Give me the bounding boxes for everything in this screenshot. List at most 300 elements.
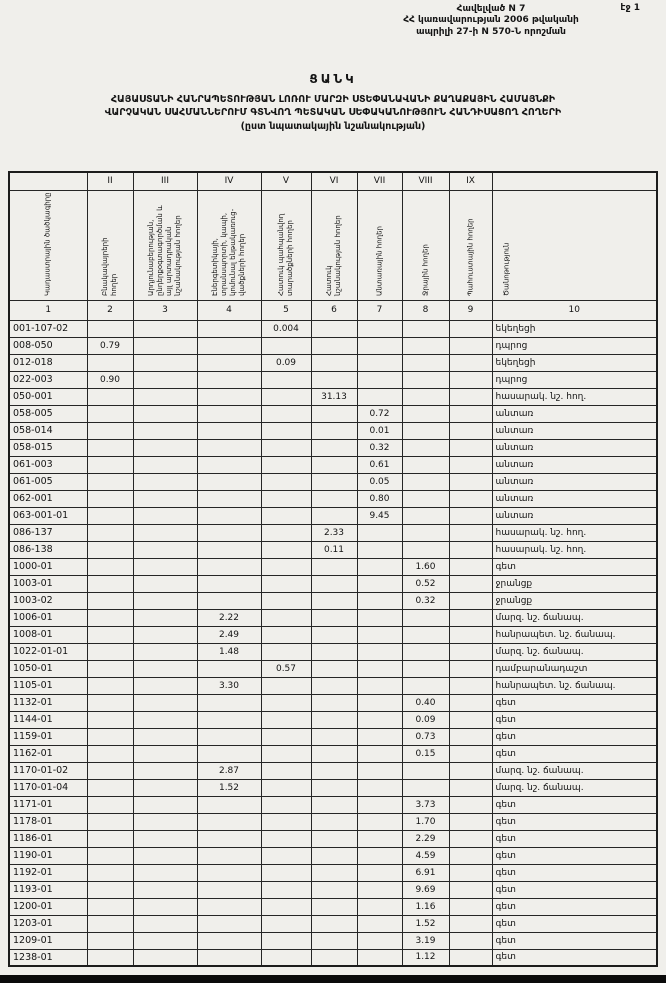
table-row <box>9 524 657 541</box>
area-value-cell <box>261 898 311 915</box>
area-value-cell <box>449 745 492 762</box>
area-value-cell <box>402 524 449 541</box>
cadastral-code-cell: 022-003 <box>9 371 87 388</box>
area-value-cell <box>87 456 133 473</box>
area-value-cell <box>449 371 492 388</box>
area-value-cell <box>133 609 197 626</box>
table-row <box>9 762 657 779</box>
table-body <box>9 320 657 966</box>
area-value-cell <box>197 915 261 932</box>
column-roman-numeral: II <box>87 172 133 190</box>
area-value-cell <box>133 711 197 728</box>
area-value-cell <box>449 558 492 575</box>
area-value-cell: 3.19 <box>402 932 449 949</box>
cadastral-code-cell: 1006-01 <box>9 609 87 626</box>
table-row <box>9 507 657 524</box>
document-title: ՑԱՆԿ <box>309 72 357 86</box>
area-value-cell <box>261 779 311 796</box>
note-cell: անտառ <box>492 490 657 507</box>
cadastral-code-cell: 1178-01 <box>9 813 87 830</box>
column-number: 2 <box>87 300 133 320</box>
area-value-cell <box>311 677 357 694</box>
area-value-cell <box>133 473 197 490</box>
note-cell: մարզ. նշ. ճանապ. <box>492 609 657 626</box>
column-number: 7 <box>357 300 402 320</box>
column-number: 10 <box>492 300 657 320</box>
table-row <box>9 558 657 575</box>
rotated-header-text: Կադաստրային ծածկագիրը <box>43 192 52 296</box>
table-row <box>9 728 657 745</box>
cadastral-code-cell: 1162-01 <box>9 745 87 762</box>
annex-line: ՀՀ կառավարության 2006 թվականի <box>403 15 579 26</box>
document-subtitle <box>0 93 666 120</box>
area-value-cell <box>311 439 357 456</box>
column-number: 1 <box>9 300 87 320</box>
area-value-cell <box>133 575 197 592</box>
area-value-cell: 1.60 <box>402 558 449 575</box>
area-value-cell <box>197 864 261 881</box>
area-value-cell <box>357 694 402 711</box>
area-value-cell <box>133 490 197 507</box>
area-value-cell <box>87 762 133 779</box>
area-value-cell <box>449 592 492 609</box>
area-value-cell: 0.05 <box>357 473 402 490</box>
column-header <box>492 190 657 300</box>
area-value-cell <box>197 847 261 864</box>
cadastral-code-cell: 1200-01 <box>9 898 87 915</box>
area-value-cell <box>87 541 133 558</box>
area-value-cell: 6.91 <box>402 864 449 881</box>
area-value-cell <box>133 405 197 422</box>
area-value-cell: 0.61 <box>357 456 402 473</box>
area-value-cell <box>357 711 402 728</box>
area-value-cell <box>87 898 133 915</box>
area-value-cell <box>197 558 261 575</box>
note-cell: անտառ <box>492 422 657 439</box>
table-row <box>9 473 657 490</box>
area-value-cell <box>449 881 492 898</box>
cadastral-code-cell: 1022-01-01 <box>9 643 87 660</box>
area-value-cell <box>449 456 492 473</box>
page-number: էջ 1 <box>620 3 640 13</box>
area-value-cell <box>87 354 133 371</box>
area-value-cell <box>133 541 197 558</box>
area-value-cell <box>311 796 357 813</box>
cadastral-code-cell: 001-107-02 <box>9 320 87 337</box>
area-value-cell <box>311 320 357 337</box>
area-value-cell <box>402 643 449 660</box>
rotated-header-text: Անտառային հողեր <box>374 226 383 296</box>
area-value-cell <box>449 915 492 932</box>
column-number: 5 <box>261 300 311 320</box>
column-roman-numeral: V <box>261 172 311 190</box>
note-cell: գետ <box>492 864 657 881</box>
table-row <box>9 490 657 507</box>
note-cell: գետ <box>492 932 657 949</box>
area-value-cell <box>311 864 357 881</box>
area-value-cell <box>197 711 261 728</box>
table-row <box>9 677 657 694</box>
area-value-cell <box>402 371 449 388</box>
rotated-header-text: Ջրային հողեր <box>420 244 429 296</box>
area-value-cell <box>133 337 197 354</box>
area-value-cell <box>261 507 311 524</box>
table-row <box>9 439 657 456</box>
area-value-cell <box>87 422 133 439</box>
area-value-cell <box>261 643 311 660</box>
cadastral-code-cell: 1192-01 <box>9 864 87 881</box>
area-value-cell <box>87 490 133 507</box>
cadastral-code-cell: 061-003 <box>9 456 87 473</box>
area-value-cell <box>197 949 261 966</box>
area-value-cell <box>311 711 357 728</box>
area-value-cell <box>357 626 402 643</box>
area-value-cell <box>449 796 492 813</box>
area-value-cell <box>449 575 492 592</box>
table-row <box>9 337 657 354</box>
area-value-cell <box>449 864 492 881</box>
table-row <box>9 354 657 371</box>
area-value-cell: 3.73 <box>402 796 449 813</box>
area-value-cell <box>197 320 261 337</box>
area-value-cell <box>449 932 492 949</box>
area-value-cell <box>197 439 261 456</box>
area-value-cell <box>133 779 197 796</box>
area-value-cell <box>402 473 449 490</box>
area-value-cell <box>402 541 449 558</box>
note-cell: ջրանցք <box>492 592 657 609</box>
column-roman-numeral <box>9 172 87 190</box>
table-row <box>9 949 657 966</box>
area-value-cell <box>449 660 492 677</box>
area-value-cell <box>449 490 492 507</box>
area-value-cell <box>311 830 357 847</box>
table-row <box>9 405 657 422</box>
area-value-cell <box>133 677 197 694</box>
area-value-cell <box>133 524 197 541</box>
cadastral-code-cell: 1193-01 <box>9 881 87 898</box>
area-value-cell <box>197 507 261 524</box>
area-value-cell <box>449 405 492 422</box>
area-value-cell <box>197 881 261 898</box>
area-value-cell <box>261 609 311 626</box>
rotated-header-text: Հատուկ պահպանվող տարածքների հողեր <box>276 213 294 296</box>
area-value-cell <box>357 643 402 660</box>
area-value-cell <box>133 371 197 388</box>
area-value-cell <box>449 779 492 796</box>
rotated-header-text: Հատուկ նշանակության հողեր <box>324 215 342 296</box>
cadastral-code-cell: 058-014 <box>9 422 87 439</box>
area-value-cell <box>311 881 357 898</box>
note-cell: գետ <box>492 813 657 830</box>
scan-artifact-strip <box>0 975 666 983</box>
area-value-cell: 1.12 <box>402 949 449 966</box>
area-value-cell <box>311 456 357 473</box>
note-cell: անտառ <box>492 507 657 524</box>
area-value-cell: 0.32 <box>402 592 449 609</box>
area-value-cell <box>261 796 311 813</box>
area-value-cell <box>197 728 261 745</box>
area-value-cell <box>357 915 402 932</box>
area-value-cell <box>449 813 492 830</box>
column-header <box>357 190 402 300</box>
subtitle-line: ՎԱՐՉԱԿԱՆ ՍԱՀՄԱՆՆԵՐՈՒՄ ԳՏՆՎՈՂ ՊԵՏԱԿԱՆ ՍԵՓԱԿԱՆՈՒԹՅՈՒՆ ՀԱՆԴԻՍԱՑՈՂ ՀՈՂԵՐԻ <box>104 107 562 119</box>
area-value-cell <box>197 813 261 830</box>
area-value-cell <box>402 388 449 405</box>
area-value-cell <box>261 371 311 388</box>
area-value-cell <box>311 813 357 830</box>
area-value-cell <box>133 745 197 762</box>
area-value-cell <box>402 405 449 422</box>
area-value-cell <box>449 949 492 966</box>
column-header <box>402 190 449 300</box>
note-cell: դամբարանադաշտ <box>492 660 657 677</box>
area-value-cell: 1.52 <box>402 915 449 932</box>
area-value-cell <box>311 949 357 966</box>
area-value-cell <box>402 677 449 694</box>
area-value-cell <box>261 558 311 575</box>
area-value-cell <box>87 694 133 711</box>
table-row <box>9 813 657 830</box>
area-value-cell <box>197 337 261 354</box>
area-value-cell <box>261 456 311 473</box>
area-value-cell <box>197 694 261 711</box>
area-value-cell <box>402 439 449 456</box>
area-value-cell <box>197 490 261 507</box>
note-cell: դպրոց <box>492 337 657 354</box>
area-value-cell <box>402 609 449 626</box>
table-row <box>9 575 657 592</box>
rotated-header-text: Էներգետիկայի, տրանսպորտի, կապի, կոմունալ ենթակառուց- վածքների հողեր <box>210 208 247 296</box>
area-value-cell <box>133 558 197 575</box>
area-value-cell: 9.45 <box>357 507 402 524</box>
column-roman-numeral: VIII <box>402 172 449 190</box>
area-value-cell: 2.33 <box>311 524 357 541</box>
area-value-cell <box>449 830 492 847</box>
area-value-cell: 31.13 <box>311 388 357 405</box>
cadastral-code-cell: 1003-01 <box>9 575 87 592</box>
area-value-cell <box>87 864 133 881</box>
table-row <box>9 915 657 932</box>
area-value-cell <box>357 881 402 898</box>
area-value-cell <box>261 592 311 609</box>
area-value-cell <box>357 558 402 575</box>
area-value-cell <box>449 626 492 643</box>
area-value-cell <box>311 728 357 745</box>
column-roman-numeral: IX <box>449 172 492 190</box>
area-value-cell: 2.87 <box>197 762 261 779</box>
lands-table <box>8 171 658 967</box>
area-value-cell <box>87 660 133 677</box>
note-cell: գետ <box>492 898 657 915</box>
area-value-cell <box>311 422 357 439</box>
cadastral-code-cell: 050-001 <box>9 388 87 405</box>
cadastral-code-cell: 1050-01 <box>9 660 87 677</box>
annex-header <box>330 4 652 38</box>
area-value-cell <box>449 643 492 660</box>
table-header <box>9 172 657 320</box>
area-value-cell <box>357 575 402 592</box>
area-value-cell <box>311 847 357 864</box>
area-value-cell <box>197 524 261 541</box>
area-value-cell: 0.15 <box>402 745 449 762</box>
area-value-cell <box>133 864 197 881</box>
area-value-cell <box>261 881 311 898</box>
area-value-cell <box>261 830 311 847</box>
area-value-cell <box>197 388 261 405</box>
annex-line: ապրիլի 27-ի N 570-Ն որոշման <box>416 26 566 37</box>
area-value-cell <box>449 847 492 864</box>
area-value-cell <box>449 762 492 779</box>
area-value-cell <box>197 473 261 490</box>
note-cell: անտառ <box>492 456 657 473</box>
column-header <box>9 190 87 300</box>
note-cell: դպրոց <box>492 371 657 388</box>
area-value-cell <box>449 388 492 405</box>
area-value-cell: 0.004 <box>261 320 311 337</box>
area-value-cell <box>87 524 133 541</box>
area-value-cell <box>402 626 449 643</box>
annex-line: Հավելված N 7 <box>456 4 526 14</box>
area-value-cell <box>133 320 197 337</box>
area-value-cell <box>133 439 197 456</box>
area-value-cell: 0.52 <box>402 575 449 592</box>
area-value-cell <box>402 660 449 677</box>
area-value-cell <box>261 915 311 932</box>
area-value-cell <box>197 898 261 915</box>
note-cell: մարզ. նշ. ճանապ. <box>492 762 657 779</box>
area-value-cell <box>87 728 133 745</box>
table-row <box>9 711 657 728</box>
note-cell: հասարակ. նշ. հող. <box>492 388 657 405</box>
area-value-cell <box>133 796 197 813</box>
area-value-cell <box>133 388 197 405</box>
area-value-cell <box>261 337 311 354</box>
area-value-cell <box>133 728 197 745</box>
area-value-cell <box>311 558 357 575</box>
table-row <box>9 694 657 711</box>
area-value-cell <box>402 507 449 524</box>
area-value-cell <box>87 711 133 728</box>
area-value-cell <box>261 949 311 966</box>
area-value-cell <box>357 949 402 966</box>
area-value-cell <box>357 847 402 864</box>
area-value-cell <box>87 388 133 405</box>
table-row <box>9 388 657 405</box>
note-cell: գետ <box>492 949 657 966</box>
area-value-cell <box>357 354 402 371</box>
note-cell: գետ <box>492 881 657 898</box>
cadastral-code-cell: 1003-02 <box>9 592 87 609</box>
area-value-cell <box>402 422 449 439</box>
area-value-cell: 0.80 <box>357 490 402 507</box>
area-value-cell <box>311 694 357 711</box>
cadastral-code-cell: 1105-01 <box>9 677 87 694</box>
area-value-cell <box>133 830 197 847</box>
area-value-cell <box>449 354 492 371</box>
area-value-cell <box>261 847 311 864</box>
area-value-cell <box>402 320 449 337</box>
area-value-cell <box>197 354 261 371</box>
area-value-cell <box>87 439 133 456</box>
area-value-cell: 0.09 <box>261 354 311 371</box>
area-value-cell <box>197 422 261 439</box>
area-value-cell <box>311 643 357 660</box>
area-value-cell <box>357 830 402 847</box>
area-value-cell <box>357 813 402 830</box>
column-number: 6 <box>311 300 357 320</box>
note-cell: գետ <box>492 796 657 813</box>
column-number: 3 <box>133 300 197 320</box>
area-value-cell <box>357 796 402 813</box>
cadastral-code-cell: 012-018 <box>9 354 87 371</box>
cadastral-code-cell: 1186-01 <box>9 830 87 847</box>
area-value-cell <box>261 711 311 728</box>
area-value-cell <box>449 694 492 711</box>
column-number: 4 <box>197 300 261 320</box>
rotated-header-text: Արդյունաբերության, ընդերքօգտագործման և այլ արտադրական նշանակության հողեր <box>146 205 183 296</box>
note-cell: հանրապետ. նշ. ճանապ. <box>492 626 657 643</box>
area-value-cell <box>197 371 261 388</box>
note-cell: գետ <box>492 728 657 745</box>
note-cell: անտառ <box>492 439 657 456</box>
column-roman-numeral: VII <box>357 172 402 190</box>
cadastral-code-cell: 1170-01-04 <box>9 779 87 796</box>
area-value-cell <box>311 745 357 762</box>
area-value-cell <box>197 932 261 949</box>
note-cell: եկեղեցի <box>492 320 657 337</box>
area-value-cell <box>261 439 311 456</box>
area-value-cell <box>357 660 402 677</box>
area-value-cell <box>357 864 402 881</box>
table-row <box>9 422 657 439</box>
area-value-cell <box>357 609 402 626</box>
note-cell: գետ <box>492 847 657 864</box>
rotated-header-text: Պահուստային հողեր <box>465 218 474 296</box>
area-value-cell <box>261 422 311 439</box>
area-value-cell <box>197 541 261 558</box>
area-value-cell <box>133 915 197 932</box>
area-value-cell <box>261 541 311 558</box>
table-row <box>9 609 657 626</box>
area-value-cell <box>449 439 492 456</box>
column-header <box>87 190 133 300</box>
area-value-cell <box>311 507 357 524</box>
area-value-cell: 0.40 <box>402 694 449 711</box>
cadastral-code-cell: 1203-01 <box>9 915 87 932</box>
cadastral-code-cell: 086-137 <box>9 524 87 541</box>
column-numbers-row <box>9 300 657 320</box>
area-value-cell <box>87 745 133 762</box>
area-value-cell <box>311 337 357 354</box>
area-value-cell: 0.11 <box>311 541 357 558</box>
area-value-cell <box>311 575 357 592</box>
note-cell: գետ <box>492 694 657 711</box>
column-header <box>261 190 311 300</box>
cadastral-code-cell: 1008-01 <box>9 626 87 643</box>
area-value-cell <box>87 779 133 796</box>
area-value-cell <box>87 677 133 694</box>
area-value-cell <box>357 745 402 762</box>
column-header <box>133 190 197 300</box>
area-value-cell: 0.72 <box>357 405 402 422</box>
roman-numerals-row <box>9 172 657 190</box>
area-value-cell <box>133 932 197 949</box>
table-row <box>9 779 657 796</box>
area-value-cell <box>87 609 133 626</box>
table-row <box>9 660 657 677</box>
cadastral-code-cell: 1159-01 <box>9 728 87 745</box>
